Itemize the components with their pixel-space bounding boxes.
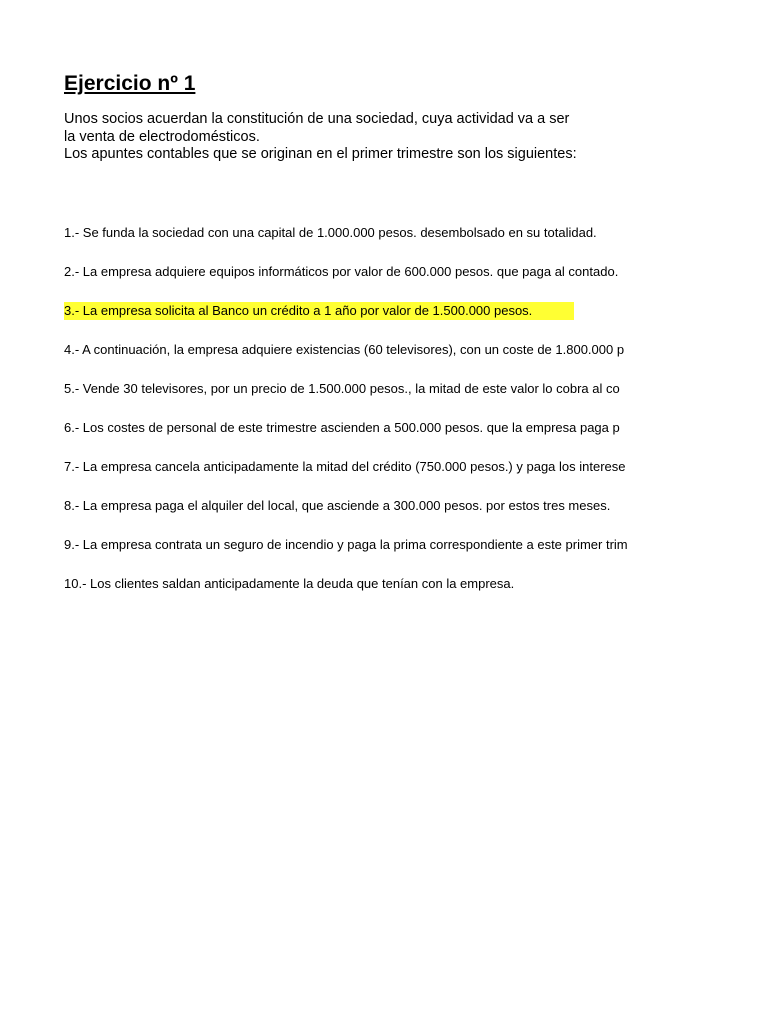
entry-item-9 [64,536,656,554]
exercise-title: Ejercicio nº 1 [64,72,196,95]
entry-text: 1.- Se funda la sociedad con una capital de 1.000.000 pesos. desembolsado en su totalidad. [64,225,597,240]
intro-paragraph [64,111,584,164]
entry-item-10 [64,575,656,593]
entry-text: 5.- Vende 30 televisores, por un precio de 1.500.000 pesos., la mitad de este valor lo cobra al co [64,381,620,396]
entry-text: 8.- La empresa paga el alquiler del local, que asciende a 300.000 pesos. por estos tres meses. [64,498,611,513]
entry-text: 3.- La empresa solicita al Banco un crédito a 1 año por valor de 1.500.000 pesos. [64,303,533,318]
entry-item-3-highlighted [64,302,574,320]
entry-item-5 [64,380,656,398]
entries-list [64,224,656,614]
entry-text: 9.- La empresa contrata un seguro de incendio y paga la prima correspondiente a este primer trim [64,537,628,552]
entry-item-1 [64,224,656,242]
entry-text: 2.- La empresa adquiere equipos informáticos por valor de 600.000 pesos. que paga al contado. [64,264,619,279]
entry-item-4 [64,341,656,359]
entry-text: 6.- Los costes de personal de este trimestre ascienden a 500.000 pesos. que la empresa paga p [64,420,620,435]
entry-text: 7.- La empresa cancela anticipadamente la mitad del crédito (750.000 pesos.) y paga los interese [64,459,626,474]
intro-line-1: Unos socios acuerdan la constitución de una sociedad, cuya actividad va a ser la venta de electrodomésticos. [64,111,570,145]
entry-item-7 [64,458,656,476]
entry-item-6 [64,419,656,437]
intro-line-2: Los apuntes contables que se originan en el primer trimestre son los siguientes: [64,146,577,162]
entry-item-2 [64,263,656,281]
entry-text: 10.- Los clientes saldan anticipadamente la deuda que tenían con la empresa. [64,576,515,591]
entry-text: 4.- A continuación, la empresa adquiere existencias (60 televisores), con un coste de 1.800.000 p [64,342,625,357]
entry-item-8 [64,497,656,515]
